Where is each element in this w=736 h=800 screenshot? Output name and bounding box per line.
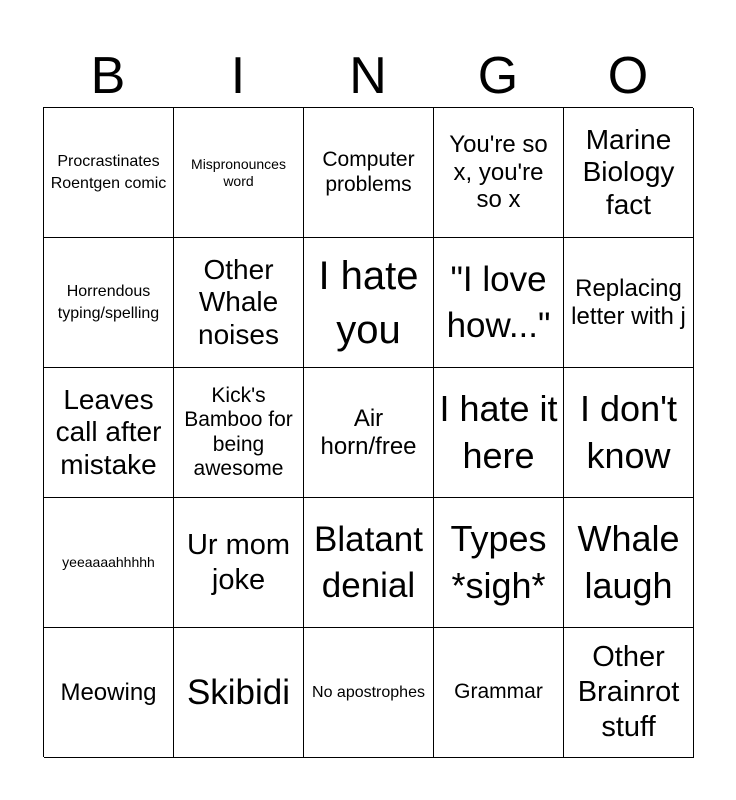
bingo-header xyxy=(43,44,693,108)
bingo-cell[interactable]: Air horn/free xyxy=(304,368,434,498)
header-letter-g: G xyxy=(477,47,519,105)
bingo-cell[interactable]: Types *sigh* xyxy=(434,498,564,628)
bingo-cell[interactable]: yeeaaaahhhhh xyxy=(44,498,174,628)
header-letter-b: B xyxy=(90,47,126,105)
bingo-cell[interactable]: Blatant denial xyxy=(304,498,434,628)
bingo-cell[interactable]: Other Whale noises xyxy=(174,238,304,368)
bingo-cell[interactable]: I hate it here xyxy=(434,368,564,498)
bingo-board xyxy=(43,107,693,757)
bingo-cell[interactable]: You're so x, you're so x xyxy=(434,108,564,238)
bingo-cell[interactable]: Whale laugh xyxy=(564,498,694,628)
bingo-cell[interactable]: Meowing xyxy=(44,628,174,758)
header-letter-i: I xyxy=(230,47,246,105)
bingo-cell[interactable]: I hate you xyxy=(304,238,434,368)
bingo-cell[interactable]: I don't know xyxy=(564,368,694,498)
bingo-cell[interactable]: Marine Biology fact xyxy=(564,108,694,238)
bingo-cell[interactable]: No apostrophes xyxy=(304,628,434,758)
bingo-cell[interactable]: Ur mom joke xyxy=(174,498,304,628)
bingo-cell[interactable]: Grammar xyxy=(434,628,564,758)
bingo-cell[interactable]: "I love how..." xyxy=(434,238,564,368)
bingo-cell[interactable]: Horrendous typing/spelling xyxy=(44,238,174,368)
bingo-cell[interactable]: Mispronounces word xyxy=(174,108,304,238)
bingo-cell[interactable]: Other Brainrot stuff xyxy=(564,628,694,758)
bingo-cell[interactable]: Procrastinates Roentgen comic xyxy=(44,108,174,238)
bingo-cell[interactable]: Kick's Bamboo for being awesome xyxy=(174,368,304,498)
bingo-cell[interactable]: Leaves call after mistake xyxy=(44,368,174,498)
bingo-cell[interactable]: Computer problems xyxy=(304,108,434,238)
header-letter-o: O xyxy=(607,47,649,105)
bingo-cell[interactable]: Skibidi xyxy=(174,628,304,758)
bingo-cell[interactable]: Replacing letter with j xyxy=(564,238,694,368)
header-letter-n: N xyxy=(349,47,387,105)
